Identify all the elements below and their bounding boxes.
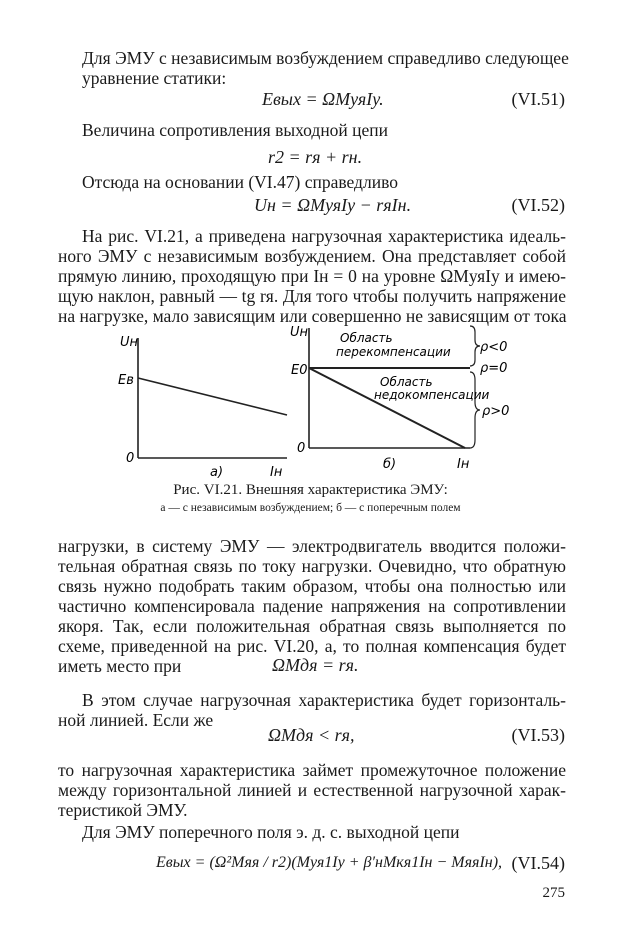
para-intermediate-line-2: между горизонтальной линией и естественной нагрузочной харак- [58,780,566,800]
equation-vi52-formula: Uн = ΩMуяIу − rяIн. [254,195,412,215]
equation-vi51-number: (VI.51) [511,89,565,109]
para-fig-intro-line-5: на нагрузке, мало зависящим или совершенно не зависящим от тока [58,306,567,326]
equation-vi54-number: (VI.54) [511,853,565,873]
equation-vi53-number: (VI.53) [511,725,565,745]
brace-rho-positive [470,372,480,448]
panel-b-intercept-label: E0 [291,363,308,378]
figure-panel-a [138,338,287,458]
para-intro-line-1: Для ЭМУ с независимым возбуждением справедливо следующее [82,48,569,68]
panel-a-intercept-label: Eв [118,373,134,388]
equation-vi51 [262,88,384,110]
para-case-line-1: В этом случае нагрузочная характеристика будет горизонталь- [82,690,566,710]
equation-vi53-formula: ΩMдя < rя, [268,725,355,745]
equation-r2: r2 = rя + rн. [268,147,363,167]
page-number: 275 [542,885,565,901]
region-under-line-1: Область [380,375,433,389]
para-fig-intro-line-3: прямую линию, проходящую при Iн = 0 на уровне ΩMуяIу и имею- [58,266,566,286]
equation-vi54-formula: Eвых = (Ω²Mяя / r2)(Mуя1Iу + β′нMкя1Iн − MяяIн), [156,854,503,871]
para-fig-intro-line-2: ного ЭМУ с независимым возбуждением. Она представляет собой [58,246,566,266]
para-intermediate-line-1: то нагрузочная характеристика займет промежуточное положение [58,760,566,780]
equation-vi51-formula: Eвых = ΩMуяIу. [262,89,384,109]
panel-b-origin: 0 [297,441,306,456]
panel-a-y-label: Uн [120,335,139,350]
equation-full-compensation: ΩMдя = rя. [272,655,359,675]
para-hence: Отсюда на основании (VI.47) справедливо [82,172,398,192]
para-load-line-1: нагрузки, в систему ЭМУ — электродвигатель вводится положи- [58,536,566,556]
rho-negative-label: ρ<0 [480,340,508,355]
rho-positive-label: ρ>0 [482,404,510,419]
panel-b-label: б) [383,457,397,472]
figure-caption: Рис. VI.21. Внешняя характеристика ЭМУ: [173,482,448,498]
para-load-line-6: схеме, приведенной на рис. VI.20, а, то полная компенсация будет [58,636,566,656]
panel-a-x-label: Iн [270,465,283,480]
panel-b-y-label: Uн [290,325,309,340]
para-fig-intro-line-1: На рис. VI.21, а приведена нагрузочная характеристика идеаль- [82,226,566,246]
para-intermediate-line-3: теристикой ЭМУ. [58,800,188,820]
para-load-line-3: связь нужно подобрать таким образом, чтобы она полностью или [58,576,566,596]
para-fig-intro-line-4: щую наклон, равный — tg rя. Для того чтобы получить напряжение [58,286,566,306]
region-over-line-1: Область [340,331,393,345]
para-intro-line-2: уравнение статики: [82,68,227,88]
panel-b-x-label: Iн [457,457,470,472]
para-case-line-2: ной линией. Если же [58,710,214,730]
para-cross-field: Для ЭМУ поперечного поля э. д. с. выходной цепи [82,822,460,842]
figure-vi21 [0,320,621,480]
region-under-line-2: недокомпенсации [374,388,490,402]
para-resistance: Величина сопротивления выходной цепи [82,120,389,140]
para-load-line-2: тельная обратная связь по току нагрузки. Очевидно, что обратную [58,556,566,576]
panel-a-label: а) [210,465,224,480]
equation-vi52-number: (VI.52) [511,195,565,215]
brace-rho-negative [470,326,480,366]
figure-subcaption: а — с независимым возбуждением; б — с поперечным полем [160,502,461,514]
para-load-line-7: иметь место при [58,656,182,676]
rho-zero-label: ρ=0 [480,361,508,376]
region-over-line-2: перекомпенсации [336,345,451,359]
panel-a-load-line [138,378,287,415]
para-load-line-5: якоря. Так, если положительная обратная связь выполняется по [58,616,566,636]
panel-a-origin: 0 [126,451,135,466]
para-load-line-4: частично компенсировала падение напряжения на сопротивлении [58,596,566,616]
